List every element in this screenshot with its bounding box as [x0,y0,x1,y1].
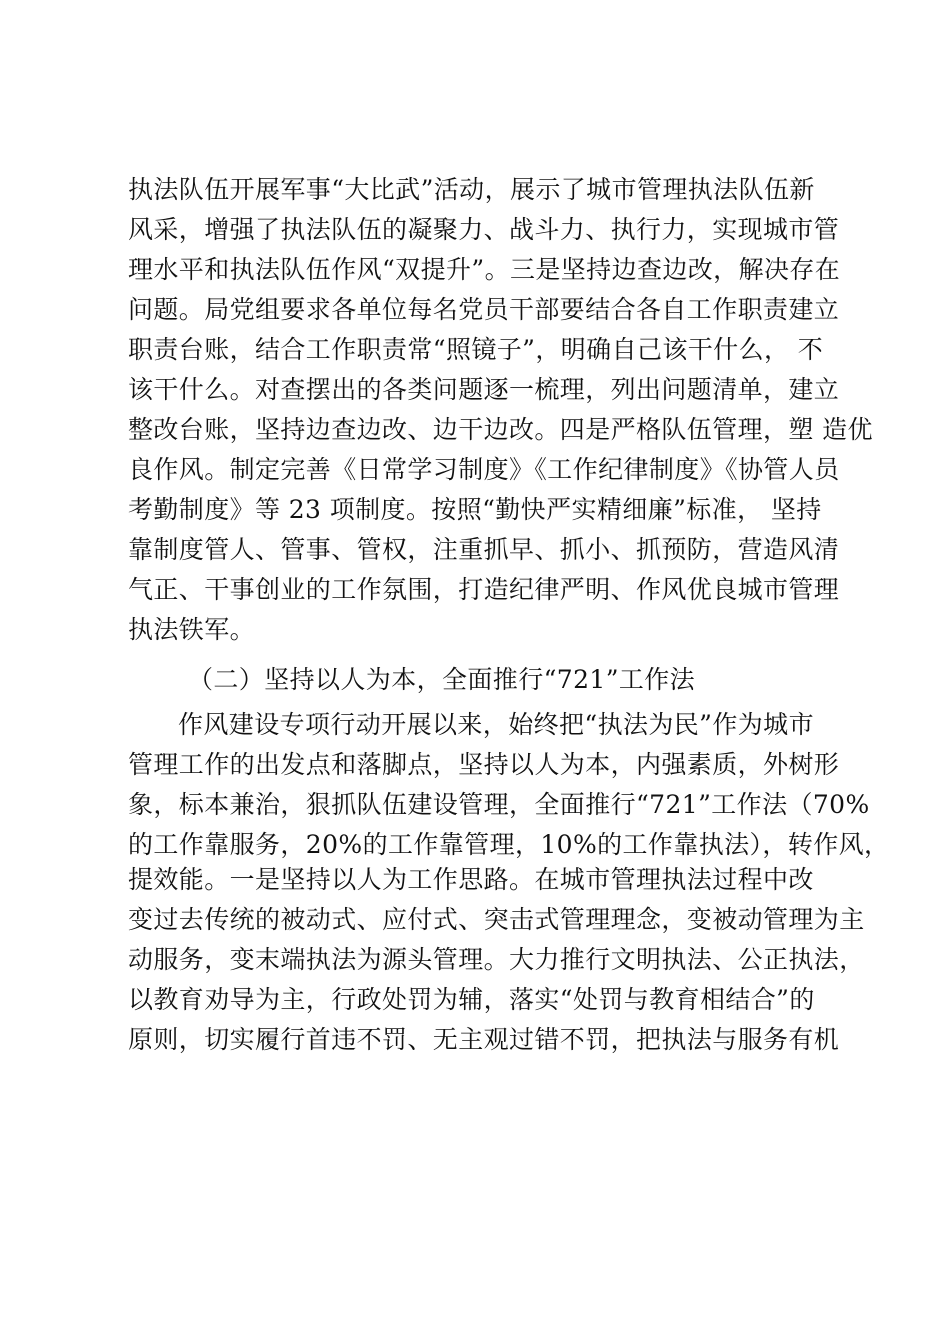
paragraph-line: 的工作靠服务，20%的工作靠管理，10%的工作靠执法），转作风， [128,830,890,859]
paragraph-line: 理水平和执法队伍作风“双提升”。三是坚持边查边改，解决存在 [128,255,841,284]
paragraph-line: 提效能。一是坚持以人为工作思路。在城市管理执法过程中改 [128,865,814,894]
paragraph-line: 职责台账，结合工作职责常“照镜子”，明确自己该干什么， 不 [128,335,824,364]
paragraph-line: 动服务，变末端执法为源头管理。大力推行文明执法、公正执法， [128,945,865,974]
paragraph-line: 执法队伍开展军事“大比武”活动，展示了城市管理执法队伍新 [128,175,815,204]
paragraph-line: 考勤制度》等 23 项制度。按照“勤快严实精细廉”标准， 坚持 [128,495,822,524]
paragraph-line: 管理工作的出发点和落脚点，坚持以人为本，内强素质，外树形 [128,750,840,779]
paragraph-line: 问题。局党组要求各单位每名党员干部要结合各自工作职责建立 [128,295,840,324]
paragraph-line: 良作风。制定完善《日常学习制度》《工作纪律制度》《协管人员 [128,455,840,484]
paragraph-line: 以教育劝导为主，行政处罚为辅，落实“处罚与教育相结合”的 [128,985,815,1014]
paragraph-line: 执法铁军。 [128,615,256,644]
section-heading: （二）坚持以人为本，全面推行“721”工作法 [188,665,696,694]
paragraph-line: 作风建设专项行动开展以来，始终把“执法为民”作为城市 [178,710,814,739]
paragraph-line: 靠制度管人、管事、管权，注重抓早、抓小、抓预防，营造风清 [128,535,840,564]
paragraph-line: 整改台账，坚持边查边改、边干边改。四是严格队伍管理，塑 造优 [128,415,873,444]
paragraph-line: 象，标本兼治，狠抓队伍建设管理，全面推行“721”工作法（70% [128,790,870,819]
paragraph-line: 原则，切实履行首违不罚、无主观过错不罚，把执法与服务有机 [128,1025,840,1054]
paragraph-line: 气正、干事创业的工作氛围，打造纪律严明、作风优良城市管理 [128,575,840,604]
paragraph-line: 该干什么。对查摆出的各类问题逐一梳理，列出问题清单，建立 [128,375,840,404]
paragraph-line: 变过去传统的被动式、应付式、突击式管理理念，变被动管理为主 [128,905,865,934]
paragraph-line: 风采，增强了执法队伍的凝聚力、战斗力、执行力，实现城市管 [128,215,840,244]
